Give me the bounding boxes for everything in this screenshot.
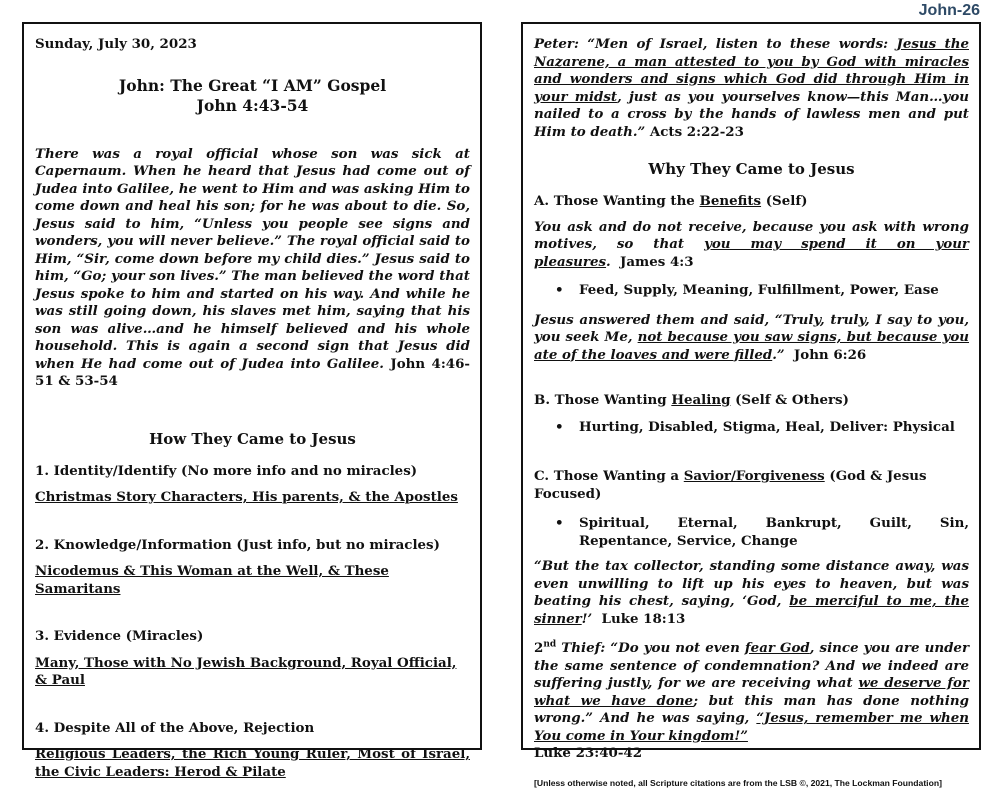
ordinal-suffix: nd (543, 639, 557, 650)
quote-text: !’ (581, 610, 593, 627)
quote-text: ; but this man has done nothing wrong.” And he was saying, (534, 692, 969, 726)
john-quote (534, 312, 969, 365)
point-detail: Christmas Story Characters, His parents, & the Apostles (35, 489, 458, 505)
heading-text: C. Those Wanting a (534, 468, 684, 484)
quote-emphasis: we deserve for what we have done (534, 675, 969, 709)
quote-text: Jesus answered them and said, “Truly, truly, I say to you, you seek Me, (534, 311, 969, 345)
point-detail: Religious Leaders, the Rich Young Ruler, Most of Israel, the Civic Leaders: Herod & Pilate (35, 746, 470, 780)
category-a-list (534, 282, 969, 300)
heading-emphasis: Savior/Forgiveness (683, 468, 825, 484)
quote-text: , just as you yourselves know—this Man…you nailed to a cross by the hands of lawless men and put Him to death.” (534, 88, 969, 140)
heading-text: (Self) (761, 193, 808, 209)
category-c-list (534, 515, 969, 550)
passage-text: There was a royal official whose son was sick at Capernaum. When he heard that Jesus had come out of Judea into Galilee, he went to Him and was asking Him to come down and heal his son; for he was about to die. So, Jesus said to him, “Unless you people see signs and wonders, you will never believe.” The royal official said to Him, “Sir, come down before my child dies.” Jesus said to him, “Go; your son lives.” The man believed the word that Jesus spoke to him and started on his way. And while he was still going down, his slaves met him, saying that his son was alive…and he himself believed and his whole household. This is again a second sign that Jesus did when He had come out of Judea into Galilee. (35, 145, 470, 372)
quote-reference: John 6:26 (793, 346, 867, 363)
list-item: • Spiritual, Eternal, Bankrupt, Guilt, Sin, Repentance, Service, Change (534, 515, 969, 550)
quote-text: . (606, 253, 611, 270)
quote-emphasis: Jesus the Nazarene, a man attested to you by God with miracles and wonders and signs which God did through Him in your midst (534, 36, 969, 105)
quote-text: .” (772, 346, 785, 363)
quote-reference: Luke 18:13 (601, 610, 686, 627)
quote-text: Thief: “Do you not even (556, 640, 745, 656)
quote-emphasis: “Jesus, remember me when You come in Your kingdom!” (534, 710, 969, 744)
quote-emphasis: be merciful to me, the sinner (534, 593, 969, 627)
point-heading: 1. Identity/Identify (No more info and no miracles) (35, 462, 418, 479)
quote-text: “But the tax collector, standing some distance away, was even unwilling to lift up his eyes to heaven, but was beating his chest, saying, ‘God, (534, 558, 969, 609)
point-heading: 4. Despite All of the Above, Rejection (35, 719, 315, 736)
heading-text: (God & Jesus Focused) (534, 468, 927, 502)
category-c-heading (534, 468, 969, 503)
peter-quote (534, 36, 969, 141)
page-number-label: John-26 (918, 2, 980, 19)
quote-emphasis: not because you saw signs, but because you ate of the loaves and were filled (534, 329, 969, 363)
category-b-heading (534, 392, 969, 410)
point-heading: 2. Knowledge/Information (Just info, but no miracles) (35, 536, 440, 553)
heading-text: B. Those Wanting (534, 392, 672, 408)
right-bulletin-panel (521, 22, 981, 788)
point-detail: Many, Those with No Jewish Background, Royal Official, & Paul (35, 654, 457, 688)
point-detail: Nicodemus & This Woman at the Well, & These Samaritans (35, 563, 389, 597)
category-a-heading (534, 193, 969, 211)
sermon-reference: John 4:43-54 (196, 95, 309, 115)
section-heading-why: Why They Came to Jesus (648, 160, 855, 178)
heading-text: (Self & Others) (730, 392, 849, 408)
category-b-list (534, 419, 969, 437)
section-heading-how: How They Came to Jesus (149, 429, 356, 448)
list-item: • Feed, Supply, Meaning, Fulfillment, Power, Ease (534, 282, 969, 300)
heading-emphasis: Healing (671, 392, 731, 408)
quote-reference: James 4:3 (620, 253, 694, 270)
quote-text: , since you are under the same sentence of condemnation? And we indeed are suffering justly, for we are receiving what (534, 640, 970, 691)
scripture-footnote: [Unless otherwise noted, all Scripture citations are from the LSB ©, 2021, The Lockman Foundation] (534, 777, 942, 788)
quote-emphasis: fear God (744, 640, 810, 656)
list-item: • Hurting, Disabled, Stigma, Heal, Deliver: Physical (534, 419, 969, 437)
ordinal-number: 2 (534, 640, 544, 656)
scripture-passage (35, 146, 470, 391)
quote-emphasis: you may spend it on your pleasures (534, 236, 969, 270)
left-bulletin-panel (22, 22, 482, 780)
passage-reference: John 4:46-51 & 53-54 (35, 355, 470, 389)
luke-18-quote (534, 558, 969, 628)
thief-reference: Luke 23:40-42 (534, 745, 643, 761)
thief-quote (534, 640, 969, 745)
james-quote (534, 219, 969, 272)
heading-emphasis: Benefits (699, 193, 762, 209)
quote-text: Peter: “Men of Israel, listen to these words: (534, 36, 897, 52)
sermon-title: John: The Great “I AM” Gospel (118, 75, 387, 95)
quote-reference: Acts 2:22-23 (649, 123, 744, 140)
point-heading: 3. Evidence (Miracles) (35, 628, 204, 644)
heading-text: A. Those Wanting the (534, 193, 700, 209)
service-date: Sunday, July 30, 2023 (35, 36, 197, 52)
quote-text: You ask and do not receive, because you ask with wrong motives, so that (534, 218, 969, 252)
